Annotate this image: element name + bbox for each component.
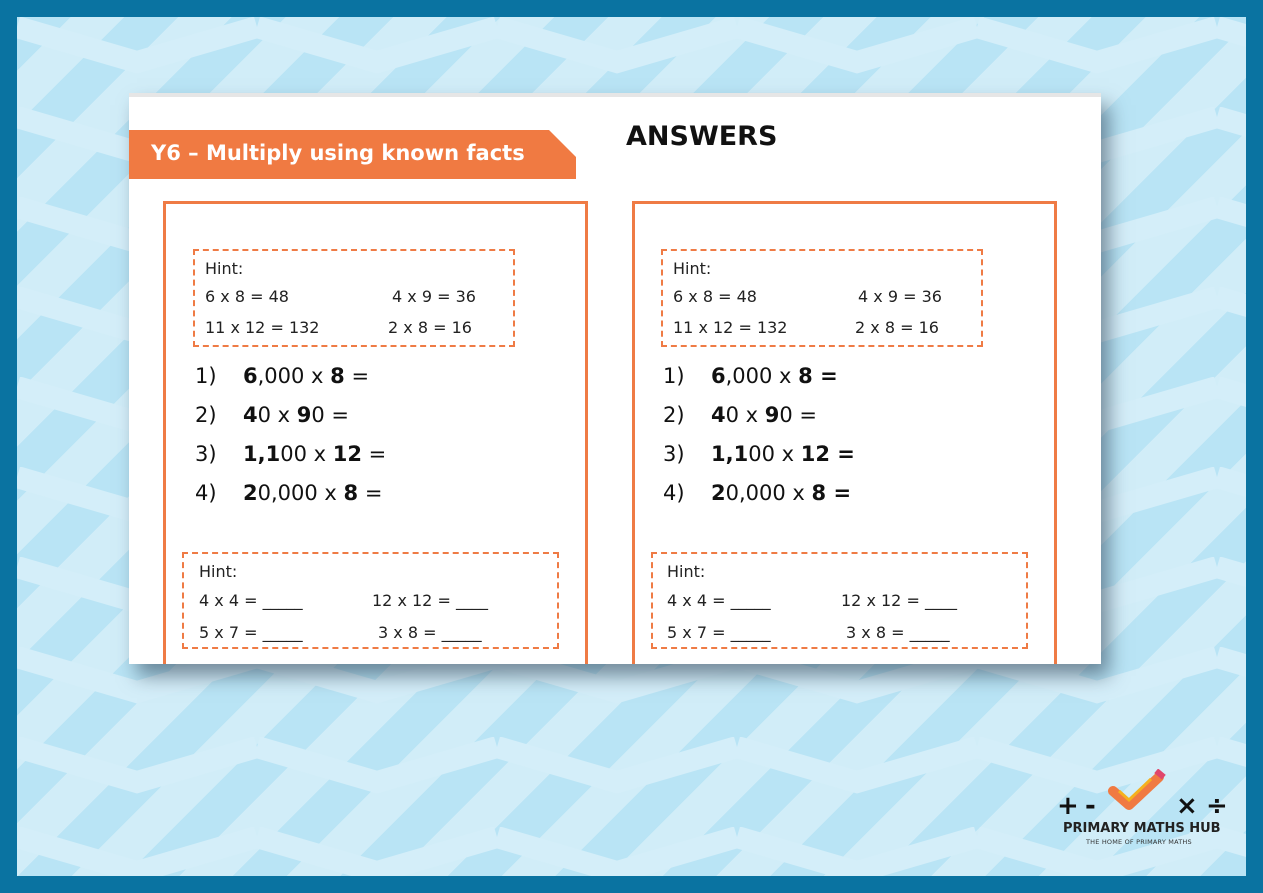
question-text: 12 <box>332 442 362 466</box>
question-panel <box>163 201 588 664</box>
minus-icon: - <box>1085 791 1096 821</box>
hint-fact: 11 x 12 = 132 <box>205 318 320 337</box>
plus-icon: + <box>1057 791 1079 821</box>
hint-fact: 3 x 8 = _____ <box>846 623 950 642</box>
hint-box <box>182 552 559 649</box>
multiply-icon: × <box>1176 791 1198 821</box>
question-number: 4) <box>195 481 217 505</box>
question-item <box>195 481 382 505</box>
question-text: = <box>826 481 852 505</box>
question-text: 0 x <box>725 403 765 427</box>
question-text: = <box>829 442 855 466</box>
question-number: 1) <box>195 364 217 388</box>
question-item <box>663 442 855 466</box>
hint-box <box>661 249 983 347</box>
hint-box <box>651 552 1028 649</box>
hint-label: Hint: <box>199 562 238 581</box>
hint-label: Hint: <box>205 259 244 278</box>
question-text: 6 <box>711 364 726 388</box>
question-text: 0 x <box>257 403 297 427</box>
checkmark-icon <box>1105 769 1169 813</box>
question-number: 4) <box>663 481 685 505</box>
brand-name: PRIMARY MATHS HUB <box>1063 821 1221 836</box>
question-text: 8 <box>798 364 813 388</box>
hint-fact: 6 x 8 = 48 <box>673 287 757 306</box>
question-text: 0,000 x <box>725 481 812 505</box>
question-item <box>195 364 369 388</box>
question-text: 2 <box>243 481 258 505</box>
question-text: 00 x <box>748 442 801 466</box>
worksheet-title: Y6 – Multiply using known facts <box>151 141 525 165</box>
question-item <box>663 403 817 427</box>
question-text: 4 <box>243 403 258 427</box>
question-item <box>663 364 838 388</box>
question-text: 0 = <box>779 403 818 427</box>
hint-label: Hint: <box>673 259 712 278</box>
hint-fact: 4 x 4 = _____ <box>199 591 303 610</box>
question-text: 1,1 <box>243 442 281 466</box>
question-text: 8 <box>343 481 359 505</box>
divide-icon: ÷ <box>1206 791 1228 821</box>
question-number: 1) <box>663 364 685 388</box>
hint-fact: 2 x 8 = 16 <box>388 318 472 337</box>
question-text: = <box>361 442 387 466</box>
question-text: 9 <box>296 403 312 427</box>
question-text: 0,000 x <box>257 481 344 505</box>
question-number: 3) <box>195 442 217 466</box>
worksheet <box>129 93 1101 664</box>
question-text: = <box>358 481 383 505</box>
question-text: 9 <box>764 403 780 427</box>
hint-fact: 6 x 8 = 48 <box>205 287 289 306</box>
question-text: 8 <box>811 481 827 505</box>
question-text: = <box>344 364 370 388</box>
question-item <box>663 481 851 505</box>
question-text: 0 = <box>311 403 350 427</box>
question-text: 2 <box>711 481 726 505</box>
question-text: = <box>812 364 838 388</box>
question-item <box>195 442 386 466</box>
question-text: 6 <box>243 364 258 388</box>
question-text: 4 <box>711 403 726 427</box>
hint-fact: 11 x 12 = 132 <box>673 318 788 337</box>
question-text: ,000 x <box>725 364 799 388</box>
question-text: ,000 x <box>257 364 331 388</box>
hint-fact: 4 x 9 = 36 <box>858 287 942 306</box>
answers-heading: ANSWERS <box>626 121 778 152</box>
hint-fact: 5 x 7 = _____ <box>199 623 303 642</box>
hint-box <box>193 249 515 347</box>
question-text: 12 <box>800 442 830 466</box>
hint-fact: 5 x 7 = _____ <box>667 623 771 642</box>
question-text: 8 <box>330 364 345 388</box>
question-text: 1,1 <box>711 442 749 466</box>
hint-fact: 2 x 8 = 16 <box>855 318 939 337</box>
answers-panel <box>632 201 1057 664</box>
brand-logo <box>1047 767 1246 857</box>
hint-fact: 3 x 8 = _____ <box>378 623 482 642</box>
question-item <box>195 403 349 427</box>
hint-label: Hint: <box>667 562 706 581</box>
sheet-top-edge <box>129 93 1101 97</box>
question-number: 3) <box>663 442 685 466</box>
hint-fact: 4 x 9 = 36 <box>392 287 476 306</box>
question-text: 00 x <box>280 442 333 466</box>
question-number: 2) <box>195 403 217 427</box>
hint-fact: 12 x 12 = ____ <box>841 591 957 610</box>
question-number: 2) <box>663 403 685 427</box>
hint-fact: 4 x 4 = _____ <box>667 591 771 610</box>
brand-tagline: THE HOME OF PRIMARY MATHS <box>1086 838 1192 846</box>
hint-fact: 12 x 12 = ____ <box>372 591 488 610</box>
